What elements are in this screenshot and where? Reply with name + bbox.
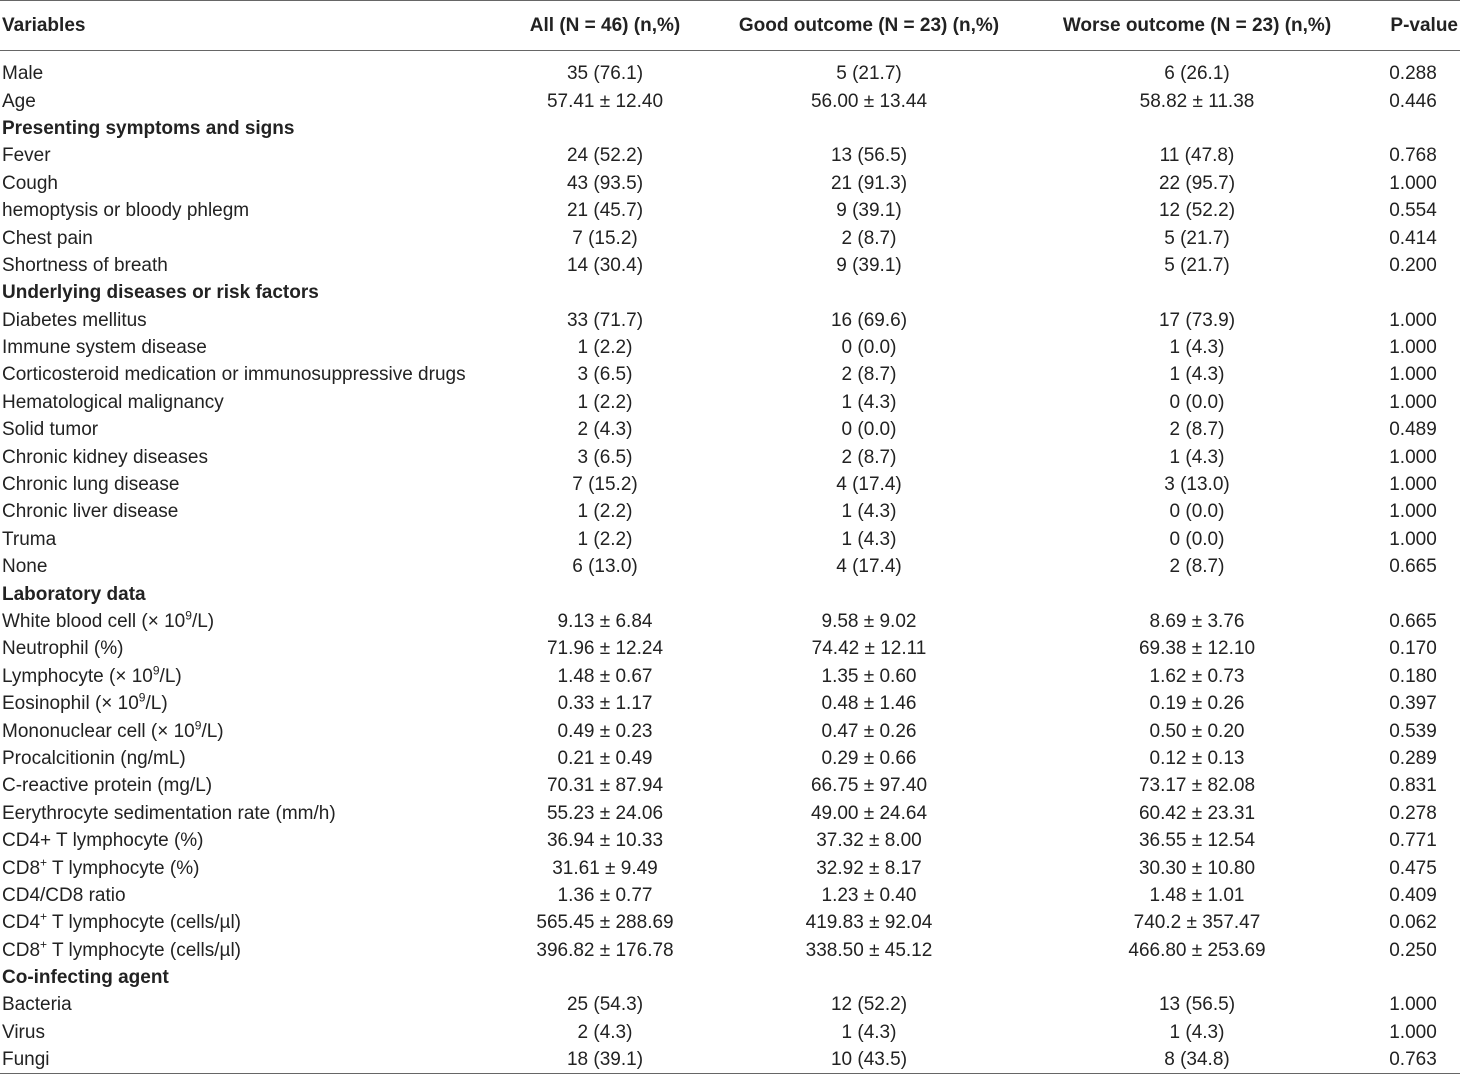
variable-label [0, 444, 500, 471]
table-row [0, 937, 1460, 964]
value-worse-outcome: 0.12 ± 0.13 [1149, 747, 1245, 769]
header-worse-outcome: Worse outcome (N = 23) (n,%) [1028, 1, 1366, 51]
variable-label [0, 499, 500, 526]
value-all: 7 (15.2) [572, 227, 638, 249]
value-all: 1 (2.2) [577, 501, 633, 523]
value-all: 0.21 ± 0.49 [557, 747, 653, 769]
value-good-outcome: 16 (69.6) [830, 309, 908, 331]
value-all: 33 (71.7) [566, 309, 644, 331]
variable-label [0, 170, 500, 197]
variable-label [0, 608, 500, 635]
value-good-outcome: 2 (8.7) [841, 446, 897, 468]
variable-label-text: Immune system disease [2, 337, 207, 359]
value-good-outcome: 2 (8.7) [841, 364, 897, 386]
table-row [0, 526, 1460, 553]
value-p-value: 0.288 [1389, 63, 1437, 85]
table-row [0, 745, 1460, 772]
value-good-outcome: 419.83 ± 92.04 [805, 912, 933, 934]
variable-label-text: Neutrophil (%) [2, 638, 124, 660]
table-row [0, 417, 1460, 444]
value-all: 55.23 ± 24.06 [546, 802, 664, 824]
variable-label [0, 88, 500, 115]
variable-label [0, 636, 500, 663]
variable-label [0, 882, 500, 909]
value-good-outcome: 49.00 ± 24.64 [810, 802, 928, 824]
variable-label [0, 745, 500, 772]
table-row [0, 855, 1460, 882]
value-worse-outcome: 73.17 ± 82.08 [1138, 775, 1256, 797]
value-worse-outcome: 3 (13.0) [1164, 474, 1230, 496]
value-worse-outcome: 8.69 ± 3.76 [1149, 611, 1245, 632]
value-p-value: 0.289 [1389, 747, 1437, 769]
variable-label-suffix: T lymphocyte (cells/µl) [47, 939, 241, 961]
value-all: 1.48 ± 0.67 [557, 665, 653, 687]
value-p-value: 1.000 [1389, 1021, 1437, 1043]
variable-label-suffix: /L) [201, 720, 224, 742]
value-p-value: 0.170 [1389, 638, 1437, 660]
value-p-value: 0.200 [1389, 254, 1437, 276]
value-worse-outcome: 60.42 ± 23.31 [1138, 802, 1256, 824]
variable-label-text: C-reactive protein (mg/L) [2, 775, 213, 797]
variable-label [0, 307, 500, 334]
variable-label [0, 334, 500, 361]
variable-label [0, 389, 500, 416]
value-all: 31.61 ± 9.49 [552, 857, 658, 879]
value-all: 396.82 ± 176.78 [536, 939, 674, 961]
variable-label-superscript: + [40, 937, 48, 952]
table-row [0, 471, 1460, 498]
value-p-value: 1.000 [1389, 391, 1437, 413]
value-p-value: 0.475 [1389, 857, 1437, 879]
value-good-outcome: 21 (91.3) [830, 172, 908, 194]
value-all: 6 (13.0) [572, 556, 638, 578]
table-row [0, 910, 1460, 937]
value-good-outcome: 1 (4.3) [841, 391, 897, 413]
variable-label [0, 417, 500, 444]
variable-label-text: CD4 [2, 912, 41, 934]
value-worse-outcome: 6 (26.1) [1164, 63, 1230, 85]
variable-label-text: CD8 [2, 857, 41, 879]
value-worse-outcome: 13 (56.5) [1158, 994, 1236, 1016]
table-row [0, 197, 1460, 224]
value-good-outcome: 74.42 ± 12.11 [811, 638, 927, 660]
value-worse-outcome: 22 (95.7) [1158, 172, 1236, 194]
table-row [0, 663, 1460, 690]
variable-label [0, 143, 500, 170]
variable-label-text: Chronic kidney diseases [2, 446, 208, 468]
section-row [0, 115, 1460, 142]
value-p-value: 0.250 [1389, 939, 1437, 961]
value-all: 36.94 ± 10.33 [546, 830, 664, 852]
value-p-value: 0.831 [1389, 775, 1437, 797]
value-good-outcome: 37.32 ± 8.00 [816, 830, 922, 852]
value-good-outcome: 1 (4.3) [841, 501, 897, 523]
table-row [0, 389, 1460, 416]
header-good-outcome: Good outcome (N = 23) (n,%) [710, 1, 1028, 51]
value-good-outcome: 66.75 ± 97.40 [810, 775, 928, 797]
table-row [0, 499, 1460, 526]
table-row [0, 882, 1460, 909]
value-all: 7 (15.2) [572, 474, 638, 496]
variable-label-suffix: T lymphocyte (%) [47, 857, 200, 879]
variable-label-text: Eosinophil (× 10 [2, 693, 139, 715]
variable-label-text: White blood cell (× 10 [2, 611, 186, 632]
variable-label-text: Virus [2, 1021, 45, 1043]
variable-label [0, 800, 500, 827]
header-p-value: P-value [1366, 1, 1460, 51]
value-p-value: 1.000 [1389, 309, 1437, 331]
value-worse-outcome: 0 (0.0) [1169, 528, 1225, 550]
value-p-value: 0.554 [1389, 200, 1437, 222]
value-all: 43 (93.5) [566, 172, 644, 194]
value-all: 71.96 ± 12.24 [546, 638, 664, 660]
spacer-cell [0, 51, 1460, 61]
value-good-outcome: 13 (56.5) [830, 145, 908, 167]
table-row [0, 718, 1460, 745]
value-good-outcome: 9.58 ± 9.02 [821, 611, 917, 632]
section-row [0, 964, 1460, 991]
variable-label [0, 937, 500, 964]
value-p-value: 1.000 [1389, 528, 1437, 550]
variable-label [0, 471, 500, 498]
value-good-outcome: 0.47 ± 0.26 [821, 720, 917, 742]
value-good-outcome: 9 (39.1) [836, 200, 902, 222]
value-p-value: 0.665 [1389, 556, 1437, 578]
section-label: Laboratory data [2, 583, 146, 605]
value-worse-outcome: 58.82 ± 11.38 [1139, 90, 1255, 112]
value-p-value: 1.000 [1389, 994, 1437, 1016]
variable-label-text: Lymphocyte (× 10 [2, 665, 153, 687]
value-worse-outcome: 466.80 ± 253.69 [1128, 939, 1266, 961]
variable-label [0, 773, 500, 800]
variable-label-superscript: 9 [138, 690, 146, 705]
variable-label [0, 690, 500, 717]
table-header [0, 1, 1460, 51]
value-worse-outcome: 69.38 ± 12.10 [1138, 638, 1256, 660]
variable-label-superscript: 9 [152, 663, 160, 678]
value-all: 9.13 ± 6.84 [557, 611, 653, 632]
spacer-row [0, 51, 1460, 61]
value-all: 57.41 ± 12.40 [546, 90, 664, 112]
value-good-outcome: 0 (0.0) [841, 419, 897, 441]
variable-label-text: Corticosteroid medication or immunosuppressive drugs [2, 364, 466, 386]
value-p-value: 1.000 [1389, 501, 1437, 523]
value-all: 3 (6.5) [577, 364, 633, 386]
value-worse-outcome: 2 (8.7) [1169, 419, 1225, 441]
variable-label [0, 1047, 500, 1074]
value-worse-outcome: 1.62 ± 0.73 [1149, 665, 1245, 687]
variable-label-text: Fungi [2, 1049, 50, 1070]
variable-label [0, 526, 500, 553]
variable-label [0, 910, 500, 937]
variable-label-text: Male [2, 63, 44, 85]
value-p-value: 0.278 [1389, 802, 1437, 824]
variable-label [0, 855, 500, 882]
value-all: 24 (52.2) [566, 145, 644, 167]
value-all: 1.36 ± 0.77 [557, 884, 653, 906]
variable-label-text: Fever [2, 145, 51, 167]
value-p-value: 0.180 [1389, 665, 1437, 687]
value-good-outcome: 338.50 ± 45.12 [805, 939, 933, 961]
value-good-outcome: 0 (0.0) [841, 337, 897, 359]
table-row [0, 1019, 1460, 1046]
variable-label-text: CD4/CD8 ratio [2, 884, 126, 906]
value-all: 565.45 ± 288.69 [536, 912, 674, 934]
variable-label-text: Truma [2, 528, 57, 550]
variable-label [0, 992, 500, 1019]
value-worse-outcome: 5 (21.7) [1164, 254, 1230, 276]
variable-label-text: Chronic liver disease [2, 501, 179, 523]
value-p-value: 1.000 [1389, 474, 1437, 496]
table-row [0, 61, 1460, 88]
value-all: 1 (2.2) [577, 528, 633, 550]
value-worse-outcome: 1.48 ± 1.01 [1149, 884, 1245, 906]
value-worse-outcome: 11 (47.8) [1159, 145, 1235, 167]
value-p-value: 0.409 [1389, 884, 1437, 906]
variable-label [0, 362, 500, 389]
variable-label-suffix: /L) [159, 665, 182, 687]
variable-label [0, 61, 500, 88]
value-worse-outcome: 2 (8.7) [1169, 556, 1225, 578]
table-row [0, 143, 1460, 170]
value-p-value: 0.489 [1389, 419, 1437, 441]
variable-label-superscript: 9 [194, 718, 202, 733]
section-row [0, 280, 1460, 307]
value-p-value: 0.768 [1389, 145, 1437, 167]
table-row [0, 800, 1460, 827]
value-good-outcome: 1.35 ± 0.60 [821, 665, 917, 687]
value-worse-outcome: 12 (52.2) [1158, 200, 1236, 222]
variable-label-text: Chest pain [2, 227, 93, 249]
value-all: 18 (39.1) [500, 1047, 710, 1074]
table-row [0, 334, 1460, 361]
value-good-outcome: 0.48 ± 1.46 [821, 693, 917, 715]
table-row [0, 827, 1460, 854]
value-good-outcome: 1 (4.3) [841, 528, 897, 550]
value-good-outcome: 0.29 ± 0.66 [821, 747, 917, 769]
value-p-value: 0.665 [1389, 611, 1437, 632]
value-all: 0.33 ± 1.17 [557, 693, 653, 715]
value-worse-outcome: 740.2 ± 357.47 [1133, 912, 1261, 934]
value-p-value: 0.397 [1389, 693, 1437, 715]
table-row [0, 225, 1460, 252]
table-row [0, 773, 1460, 800]
value-all: 25 (54.3) [566, 994, 644, 1016]
value-p-value: 1.000 [1389, 337, 1437, 359]
value-good-outcome: 4 (17.4) [836, 556, 902, 578]
value-worse-outcome: 5 (21.7) [1164, 227, 1230, 249]
value-good-outcome: 1 (4.3) [841, 1021, 897, 1043]
value-worse-outcome: 0 (0.0) [1169, 501, 1225, 523]
variable-label-text: Diabetes mellitus [2, 309, 147, 331]
value-p-value: 0.763 [1366, 1047, 1460, 1074]
value-worse-outcome: 36.55 ± 12.54 [1138, 830, 1256, 852]
value-good-outcome: 56.00 ± 13.44 [810, 90, 928, 112]
value-good-outcome: 10 (43.5) [710, 1047, 1028, 1074]
table-row [0, 170, 1460, 197]
variable-label-superscript: 9 [185, 608, 192, 623]
variable-label-text: Bacteria [2, 994, 72, 1016]
table-row [0, 362, 1460, 389]
variable-label [0, 827, 500, 854]
value-good-outcome: 5 (21.7) [836, 63, 902, 85]
value-worse-outcome: 0.19 ± 0.26 [1149, 693, 1245, 715]
variable-label-text: Shortness of breath [2, 254, 168, 276]
variable-label-text: CD8 [2, 939, 41, 961]
value-worse-outcome: 30.30 ± 10.80 [1138, 857, 1256, 879]
variable-label-text: Mononuclear cell (× 10 [2, 720, 195, 742]
header-all: All (N = 46) (n,%) [500, 1, 710, 51]
variable-label-text: None [2, 556, 48, 578]
value-all: 70.31 ± 87.94 [546, 775, 664, 797]
value-good-outcome: 9 (39.1) [836, 254, 902, 276]
value-p-value: 1.000 [1389, 172, 1437, 194]
header-variables: Variables [0, 1, 500, 51]
value-worse-outcome: 1 (4.3) [1169, 337, 1225, 359]
value-all: 14 (30.4) [566, 254, 644, 276]
variable-label-superscript: + [40, 909, 48, 924]
value-p-value: 0.062 [1389, 912, 1437, 934]
variable-label-text: Eerythrocyte sedimentation rate (mm/h) [2, 802, 336, 824]
value-worse-outcome: 1 (4.3) [1169, 446, 1225, 468]
variable-label [0, 663, 500, 690]
value-p-value: 0.539 [1389, 720, 1437, 742]
value-all: 21 (45.7) [566, 200, 644, 222]
variable-label-text: Cough [2, 172, 58, 194]
value-worse-outcome: 1 (4.3) [1169, 364, 1225, 386]
value-worse-outcome: 1 (4.3) [1169, 1021, 1225, 1043]
variable-label-text: Age [2, 90, 36, 112]
value-p-value: 1.000 [1389, 364, 1437, 386]
variable-label [0, 252, 500, 279]
section-label: Co-infecting agent [2, 967, 169, 989]
table-row [0, 554, 1460, 581]
value-good-outcome: 32.92 ± 8.17 [816, 857, 922, 879]
value-all: 35 (76.1) [566, 63, 644, 85]
variable-label-text: Hematological malignancy [2, 391, 224, 413]
value-worse-outcome: 17 (73.9) [1158, 309, 1236, 331]
value-all: 3 (6.5) [577, 446, 633, 468]
table-row [0, 444, 1460, 471]
variable-label-text: hemoptysis or bloody phlegm [2, 200, 250, 222]
value-good-outcome: 12 (52.2) [830, 994, 908, 1016]
value-p-value: 0.414 [1389, 227, 1437, 249]
value-all: 1 (2.2) [577, 391, 633, 413]
section-row [0, 581, 1460, 608]
value-p-value: 1.000 [1389, 446, 1437, 468]
variable-label-text: Chronic lung disease [2, 474, 180, 496]
variable-label [0, 225, 500, 252]
value-all: 0.49 ± 0.23 [557, 720, 653, 742]
value-worse-outcome: 8 (34.8) [1028, 1047, 1366, 1074]
table-row [0, 992, 1460, 1019]
table-body [0, 51, 1460, 1074]
variable-label-text: CD4+ T lymphocyte (%) [2, 830, 204, 852]
value-good-outcome: 1.23 ± 0.40 [821, 884, 917, 906]
value-good-outcome: 2 (8.7) [841, 227, 897, 249]
variable-label [0, 1019, 500, 1046]
variable-label-superscript: + [40, 855, 48, 870]
header-row [0, 1, 1460, 51]
variable-label-text: Procalcitionin (ng/mL) [2, 747, 186, 769]
value-all: 1 (2.2) [577, 337, 633, 359]
section-label: Underlying diseases or risk factors [2, 282, 319, 304]
value-good-outcome: 4 (17.4) [836, 474, 902, 496]
variable-label [0, 718, 500, 745]
table-row [0, 307, 1460, 334]
variable-label [0, 197, 500, 224]
table-row [0, 636, 1460, 663]
table-row [0, 690, 1460, 717]
table-row [0, 88, 1460, 115]
table-row [0, 1047, 1460, 1074]
section-label: Presenting symptoms and signs [2, 117, 295, 139]
value-all: 2 (4.3) [577, 419, 633, 441]
value-p-value: 0.771 [1389, 830, 1437, 852]
variable-label [0, 554, 500, 581]
table-row [0, 252, 1460, 279]
variable-label-text: Solid tumor [2, 419, 99, 441]
variable-label-suffix: T lymphocyte (cells/µl) [47, 912, 241, 934]
variable-label-suffix: /L) [191, 611, 215, 632]
value-all: 2 (4.3) [577, 1021, 633, 1043]
value-worse-outcome: 0.50 ± 0.20 [1149, 720, 1245, 742]
variable-label-suffix: /L) [145, 693, 168, 715]
value-p-value: 0.446 [1389, 90, 1437, 112]
table-row [0, 608, 1460, 635]
value-worse-outcome: 0 (0.0) [1169, 391, 1225, 413]
